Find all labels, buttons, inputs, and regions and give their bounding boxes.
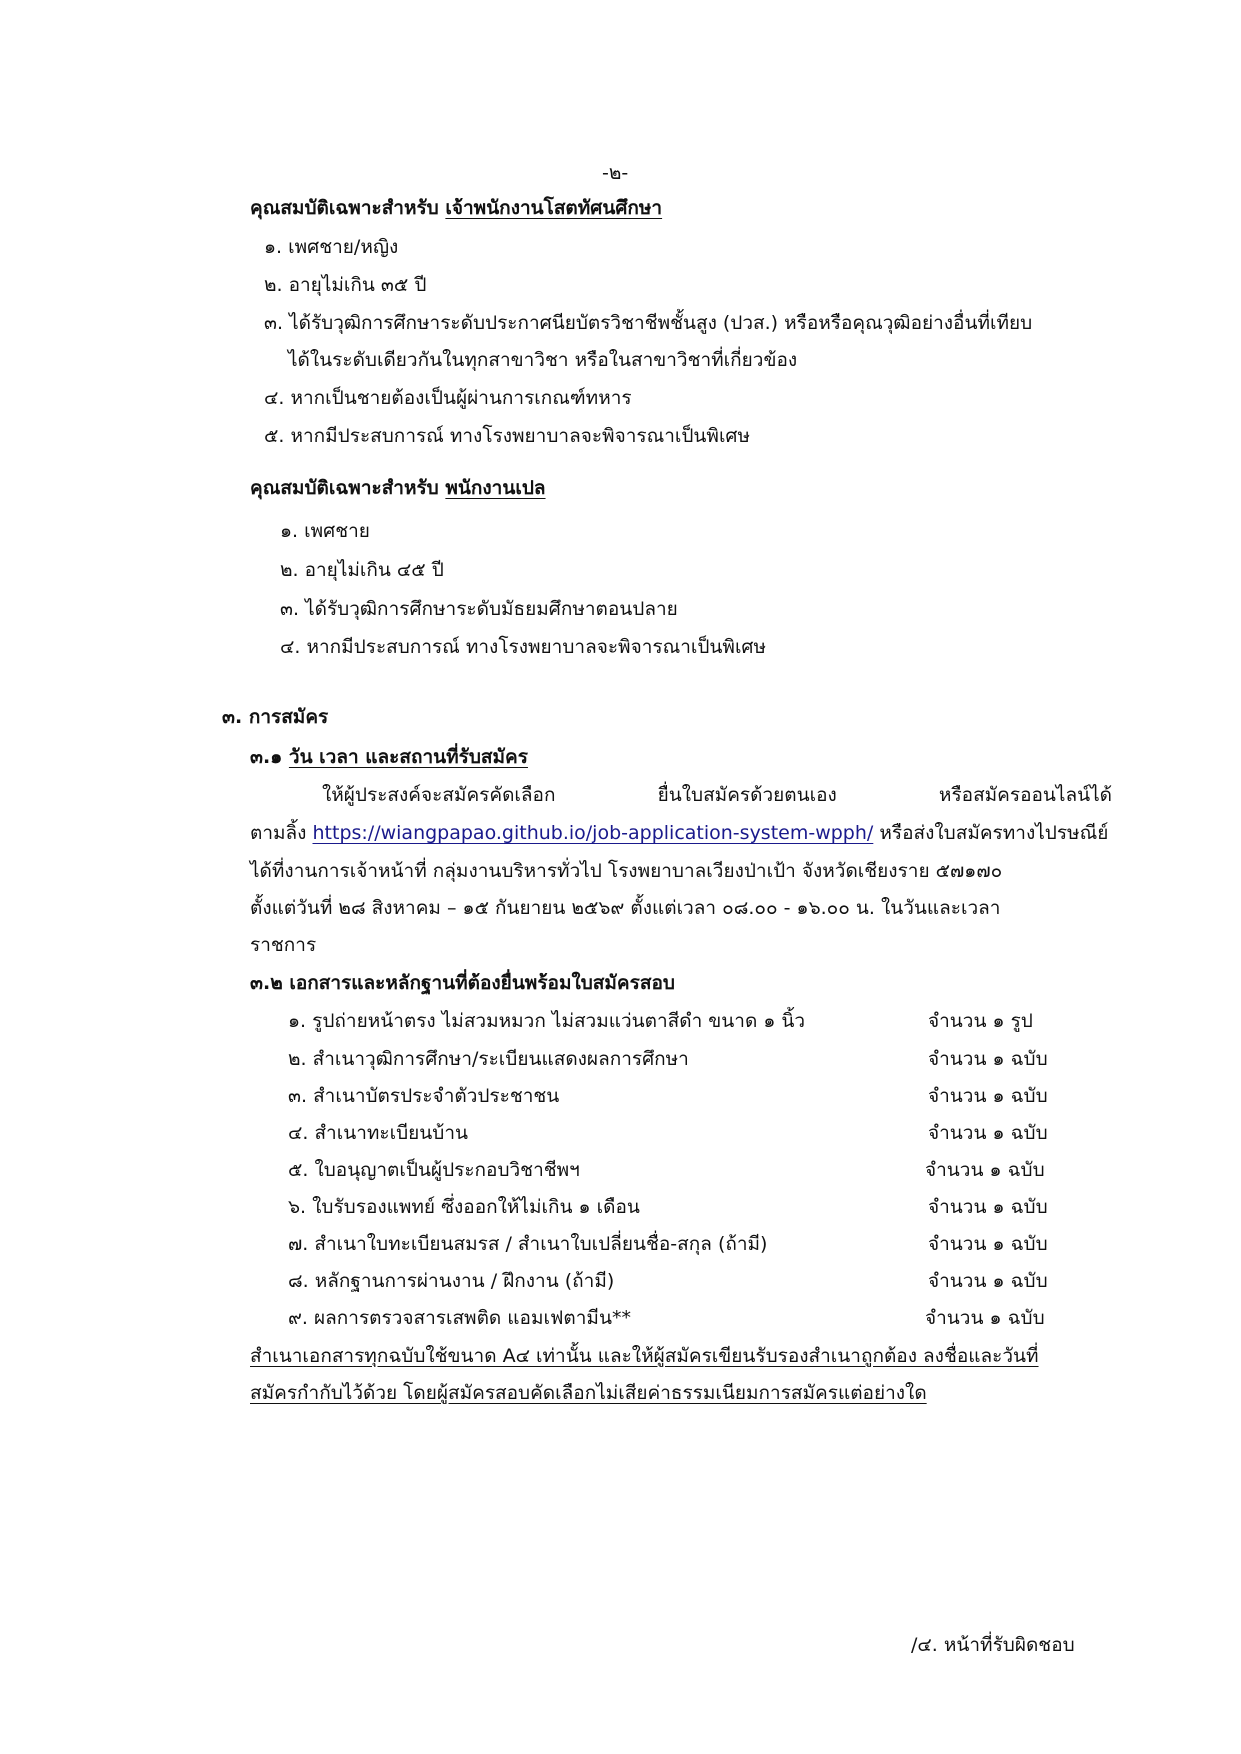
tech-heading-position: เจ้าพนักงานโสตทัศนศึกษา bbox=[445, 197, 663, 219]
sub1-number: ๓.๑ bbox=[250, 746, 283, 768]
porter-heading bbox=[250, 473, 546, 503]
sub1-heading bbox=[250, 742, 528, 772]
sub1-title: วัน เวลา และสถานที่รับสมัคร bbox=[288, 746, 528, 768]
porter-heading-prefix: คุณสมบัติเฉพาะสำหรับ bbox=[250, 477, 439, 499]
tech-item-3: ๓. ได้รับวุฒิการศึกษาระดับประกาศนียบัตรวิชาชีพชั้นสูง (ปวส.) หรือหรือคุณวุฒิอย่างอื่นที่เทียบ bbox=[264, 312, 1033, 334]
doc-label-3: ๓. สำเนาบัตรประจำตัวประชาชน bbox=[288, 1085, 560, 1107]
doc-qty-1: จำนวน ๑ รูป bbox=[928, 1010, 1033, 1032]
doc-qty-8: จำนวน ๑ ฉบับ bbox=[928, 1270, 1048, 1292]
application-heading: ๓. การสมัคร bbox=[222, 706, 329, 728]
para-line-4: ตั้งแต่วันที่ ๒๘ สิงหาคม – ๑๕ กันยายน ๒๕๖๙ ตั้งแต่เวลา ๐๘.๐๐ - ๑๖.๐๐ น. ในวันและเวลา bbox=[250, 897, 1001, 919]
tech-item-5: ๕. หากมีประสบการณ์ ทางโรงพยาบาลจะพิจารณาเป็นพิเศษ bbox=[264, 425, 751, 447]
doc-label-4: ๔. สำเนาทะเบียนบ้าน bbox=[288, 1122, 468, 1144]
sub2-heading: ๓.๒ เอกสารและหลักฐานที่ต้องยื่นพร้อมใบสมัครสอบ bbox=[250, 972, 675, 994]
doc-label-9: ๙. ผลการตรวจสารเสพติด แอมเฟตามีน** bbox=[288, 1307, 631, 1329]
doc-qty-4: จำนวน ๑ ฉบับ bbox=[928, 1122, 1048, 1144]
tech-heading-prefix: คุณสมบัติเฉพาะสำหรับ bbox=[250, 197, 439, 219]
tech-heading bbox=[250, 193, 662, 223]
porter-heading-position: พนักงานเปล bbox=[445, 477, 546, 499]
doc-qty-6: จำนวน ๑ ฉบับ bbox=[928, 1196, 1048, 1218]
doc-qty-3: จำนวน ๑ ฉบับ bbox=[928, 1085, 1048, 1107]
tech-item-3-cont: ได้ในระดับเดียวกันในทุกสาขาวิชา หรือในสาขาวิชาที่เกี่ยวข้อง bbox=[288, 349, 798, 371]
doc-label-7: ๗. สำเนาใบทะเบียนสมรส / สำเนาใบเปลี่ยนชื่อ-สกุล (ถ้ามี) bbox=[288, 1233, 768, 1255]
doc-qty-2: จำนวน ๑ ฉบับ bbox=[928, 1048, 1048, 1070]
doc-qty-9: จำนวน ๑ ฉบับ bbox=[925, 1307, 1045, 1329]
para-line-1: ให้ผู้ประสงค์จะสมัครคัดเลือก ยื่นใบสมัครด้วยตนเอง หรือสมัครออนไลน์ได้ bbox=[322, 784, 1112, 806]
note-line-1: สำเนาเอกสารทุกฉบับใช้ขนาด A๔ เท่านั้น และให้ผู้สมัครเขียนรับรองสำเนาถูกต้อง ลงชื่อและวันที่ bbox=[250, 1345, 1039, 1367]
para-line-2 bbox=[250, 818, 1108, 848]
tech-item-2: ๒. อายุไม่เกิน ๓๕ ปี bbox=[264, 274, 427, 296]
porter-item-3: ๓. ได้รับวุฒิการศึกษาระดับมัธยมศึกษาตอนปลาย bbox=[280, 598, 678, 620]
doc-qty-5: จำนวน ๑ ฉบับ bbox=[925, 1159, 1045, 1181]
doc-label-8: ๘. หลักฐานการผ่านงาน / ฝึกงาน (ถ้ามี) bbox=[288, 1270, 615, 1292]
para-line-3: ได้ที่งานการเจ้าหน้าที่ กลุ่มงานบริหารทั่วไป โรงพยาบาลเวียงป่าเป้า จังหวัดเชียงราย ๕๗๑๗๐ bbox=[250, 860, 1003, 882]
page-number: -๒- bbox=[602, 162, 629, 184]
next-page-reference: /๔. หน้าที่รับผิดชอบ bbox=[911, 1634, 1075, 1656]
note-line-2: สมัครกำกับไว้ด้วย โดยผู้สมัครสอบคัดเลือกไม่เสียค่าธรรมเนียมการสมัครแต่อย่างใด bbox=[250, 1382, 927, 1404]
doc-label-5: ๕. ใบอนุญาตเป็นผู้ประกอบวิชาชีพฯ bbox=[288, 1159, 580, 1181]
tech-item-1: ๑. เพศชาย/หญิง bbox=[264, 236, 399, 258]
para-line-2-suffix: หรือส่งใบสมัครทางไปรษณีย์ bbox=[879, 822, 1109, 844]
tech-item-4: ๔. หากเป็นชายต้องเป็นผู้ผ่านการเกณฑ์ทหาร bbox=[264, 387, 632, 409]
doc-qty-7: จำนวน ๑ ฉบับ bbox=[928, 1233, 1048, 1255]
doc-label-1: ๑. รูปถ่ายหน้าตรง ไม่สวมหมวก ไม่สวมแว่นตาสีดำ ขนาด ๑ นิ้ว bbox=[288, 1010, 806, 1032]
doc-label-2: ๒. สำเนาวุฒิการศึกษา/ระเบียนแสดงผลการศึกษา bbox=[288, 1048, 689, 1070]
porter-item-1: ๑. เพศชาย bbox=[280, 520, 370, 542]
application-link[interactable]: https://wiangpapao.github.io/job-application-system-wpph/ bbox=[312, 822, 874, 844]
para-line-2-prefix: ตามลิ้ง bbox=[250, 822, 307, 844]
doc-label-6: ๖. ใบรับรองแพทย์ ซึ่งออกให้ไม่เกิน ๑ เดือน bbox=[288, 1196, 640, 1218]
para-line-5: ราชการ bbox=[250, 934, 317, 956]
porter-item-4: ๔. หากมีประสบการณ์ ทางโรงพยาบาลจะพิจารณาเป็นพิเศษ bbox=[280, 636, 767, 658]
porter-item-2: ๒. อายุไม่เกิน ๔๕ ปี bbox=[280, 559, 444, 581]
